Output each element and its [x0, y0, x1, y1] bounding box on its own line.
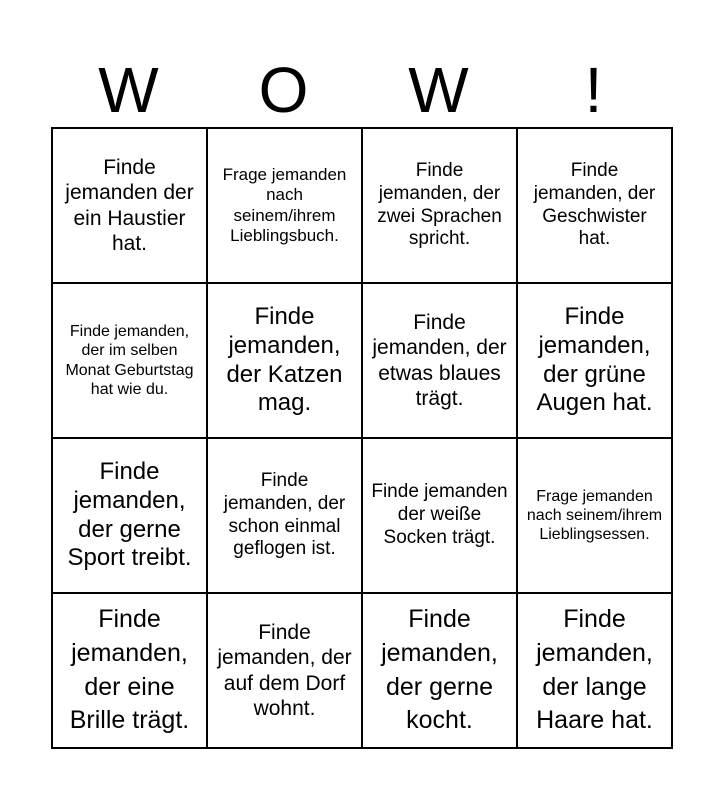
bingo-cell[interactable]: Finde jemanden der weiße Socken trägt.: [362, 438, 517, 593]
bingo-cell[interactable]: Finde jemanden der ein Haustier hat.: [52, 128, 207, 283]
bingo-cell[interactable]: Finde jemanden, der eine Brille trägt.: [52, 593, 207, 748]
bingo-cell[interactable]: Finde jemanden, der schon einmal geflogen ist.: [207, 438, 362, 593]
bingo-cell[interactable]: Finde jemanden, der lange Haare hat.: [517, 593, 672, 748]
bingo-board: [51, 127, 673, 749]
board-row: [52, 128, 672, 283]
header-letter-2: O: [258, 54, 309, 126]
board-row: [52, 438, 672, 593]
bingo-cell[interactable]: Finde jemanden, der gerne Sport treibt.: [52, 438, 207, 593]
bingo-cell[interactable]: Finde jemanden, der grüne Augen hat.: [517, 283, 672, 438]
header-letter-1: W: [98, 54, 159, 126]
board-row: [52, 283, 672, 438]
bingo-cell[interactable]: Finde jemanden, der zwei Sprachen spricht.: [362, 128, 517, 283]
bingo-cell[interactable]: Frage jemanden nach seinem/ihrem Lieblingsbuch.: [207, 128, 362, 283]
bingo-cell[interactable]: Finde jemanden, der Katzen mag.: [207, 283, 362, 438]
header-letter-3: W: [408, 54, 469, 126]
bingo-cell[interactable]: Finde jemanden, der etwas blaues trägt.: [362, 283, 517, 438]
bingo-header: [51, 52, 671, 128]
bingo-cell[interactable]: Frage jemanden nach seinem/ihrem Lieblingsessen.: [517, 438, 672, 593]
header-letter-4: !: [584, 54, 603, 126]
bingo-cell[interactable]: Finde jemanden, der gerne kocht.: [362, 593, 517, 748]
bingo-cell[interactable]: Finde jemanden, der auf dem Dorf wohnt.: [207, 593, 362, 748]
board-row: [52, 593, 672, 748]
bingo-cell[interactable]: Finde jemanden, der im selben Monat Geburtstag hat wie du.: [52, 283, 207, 438]
bingo-cell[interactable]: Finde jemanden, der Geschwister hat.: [517, 128, 672, 283]
